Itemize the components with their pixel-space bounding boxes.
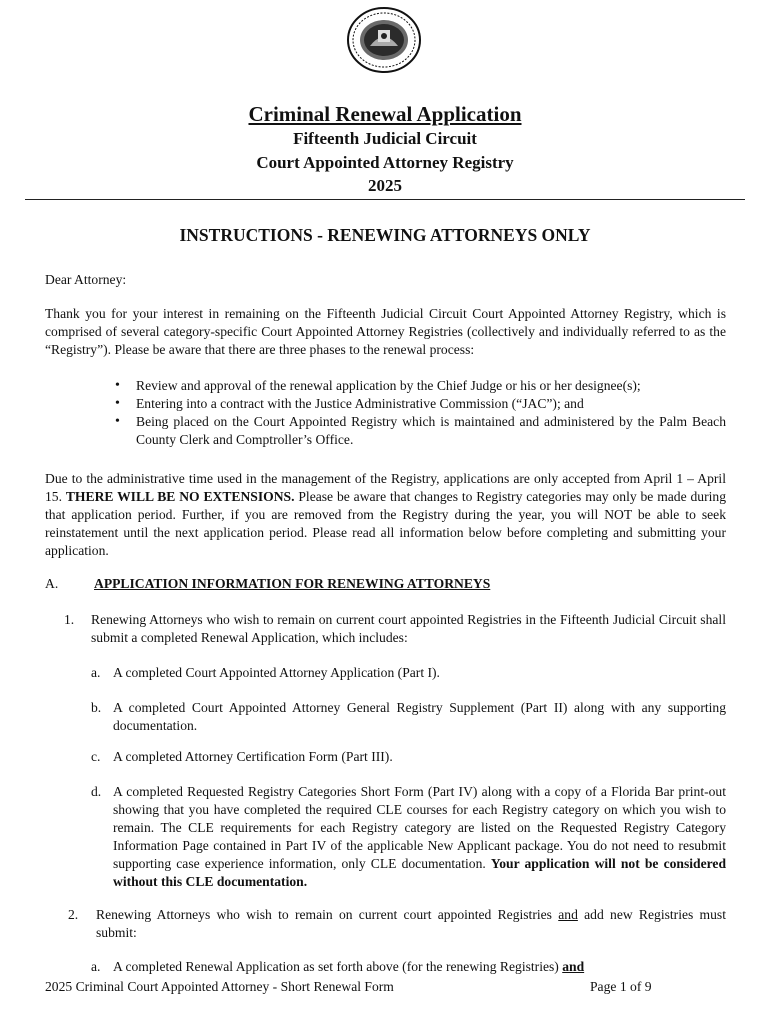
list-item: • Entering into a contract with the Justice Administrative Commission (“JAC”); and <box>112 395 726 413</box>
subitem-body: A completed Renewal Application as set forth above (for the renewing Registries) <box>113 959 563 974</box>
item-text-underlined: and <box>558 907 578 922</box>
subitem-and: and <box>562 959 585 974</box>
subitem-letter: a. <box>91 665 101 680</box>
circuit-name: Fifteenth Judicial Circuit <box>293 129 477 148</box>
item-number: 1. <box>64 612 75 627</box>
header-divider <box>25 199 745 200</box>
item-text-part: Renewing Attorneys who wish to remain on current court appointed Registries <box>96 907 559 922</box>
no-extensions-notice: THERE WILL BE NO EXTENSIONS. <box>65 489 295 504</box>
item-text-part: add new Registries must submit: <box>96 907 726 940</box>
list-item: • Being placed on the Court Appointed Registry which is maintained and administered by the Palm Beach County Clerk and Comptroller’s Office. <box>112 413 726 449</box>
item-text: Renewing Attorneys who wish to remain on current court appointed Registries in the Fifteenth Judicial Circuit shall submit a completed Renewal Application, which includes: <box>91 612 726 645</box>
footer-form-name: 2025 Criminal Court Appointed Attorney - Short Renewal Form <box>45 979 394 994</box>
subitem-text <box>113 958 726 976</box>
document-title: Criminal Renewal Application <box>248 102 522 126</box>
item-number: 2. <box>68 907 79 922</box>
intro-paragraph: Thank you for your interest in remaining on the Fifteenth Judicial Circuit Court Appointed Attorney Registry, which is comprised of several category-specific Court Appointed Attorney Registries (collectively and individually referred to as the “Registry”). Please be aware that there are three phases to the renewal process: <box>45 306 726 357</box>
subitem-letter: a. <box>91 959 101 974</box>
deadline-text-1: Due to the administrative time used in the management of the Registry, applications are only accepted from April 1 – April 15. <box>45 471 726 504</box>
footer-page-number: Page 1 of 9 <box>590 979 652 994</box>
item-text <box>96 906 726 942</box>
renewal-phases-list <box>112 377 726 449</box>
subitem-body: A completed Requested Registry Categories Short Form (Part IV) along with a copy of a Florida Bar print-out showing that you have completed the required CLE courses for each Registry category on which you wish to remain. The CLE requirements for each Registry category are listed on the Requested Registry Category Information Page contained in Part IV of the applicable New Applicant package. You do not need to resubmit supporting case experience information, only CLE documentation. <box>113 784 726 871</box>
deadline-text-2: Please be aware that changes to Registry categories may only be made during that application period. Further, if you are removed from the Registry during the year, you will NOT be able to seek reinstatement until the next application period. Please read all information below before completing and submitting your application. <box>45 489 726 558</box>
subitem-text: A completed Court Appointed Attorney Application (Part I). <box>113 665 440 680</box>
subitem-letter: b. <box>91 700 102 715</box>
registry-name: Court Appointed Attorney Registry <box>256 153 514 172</box>
subitem-text <box>113 783 726 891</box>
subitem-text: A completed Attorney Certification Form (Part III). <box>113 749 393 764</box>
subitem-text: A completed Court Appointed Attorney General Registry Supplement (Part II) along with any supporting documentation. <box>113 700 726 733</box>
deadline-paragraph <box>45 470 726 560</box>
section-title: APPLICATION INFORMATION FOR RENEWING ATTORNEYS <box>94 576 491 591</box>
subitem-letter: c. <box>91 749 101 764</box>
instructions-heading: INSTRUCTIONS - RENEWING ATTORNEYS ONLY <box>179 225 591 245</box>
subitem-letter: d. <box>91 784 102 799</box>
court-seal-icon <box>345 6 423 74</box>
document-year: 2025 <box>368 176 402 195</box>
list-item: • Review and approval of the renewal application by the Chief Judge or his or her designee(s); <box>112 377 726 395</box>
cle-warning: Your application will not be considered without this CLE documentation. <box>113 856 727 889</box>
salutation: Dear Attorney: <box>45 272 127 287</box>
section-letter: A. <box>45 576 59 591</box>
